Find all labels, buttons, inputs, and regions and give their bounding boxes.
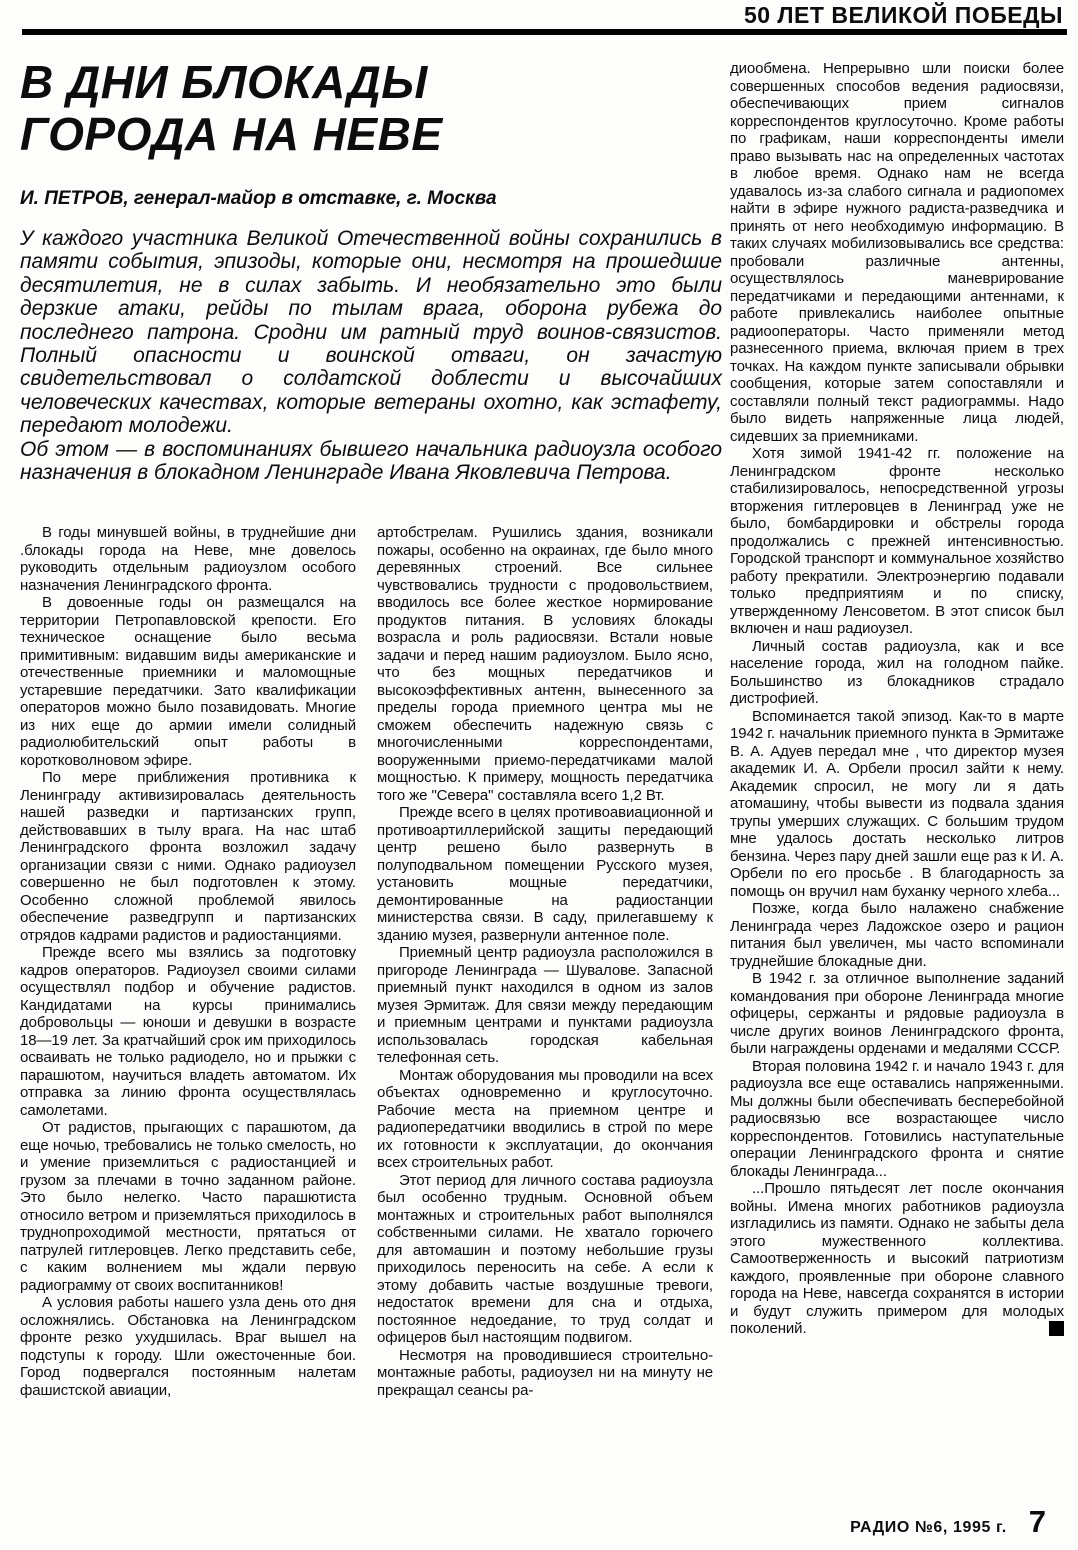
article-paragraph: ...Прошло пятьдесят лет после окончания войны. Имена многих работников радиоузла изгладились из памяти. Однако не забыты дела этого мужественного коллектива. Самоотверженность и высокий патриотизм каждого, проявленные при обороне славного города на Неве, навсегда сохранятся в истории и будут служить примером для молодых поколений.	[730, 1180, 1064, 1337]
page-footer	[850, 1504, 1046, 1540]
article-column	[377, 524, 713, 1492]
article-title-line-1: В ДНИ БЛОКАДЫ	[20, 56, 428, 108]
article-paragraph: Прежде всего в целях противоавиационной и противоартиллерийской защиты передающий центр решено было развернуть в полуподвальном помещении Русского музея, установить мощные передатчики, демонтированные на радиостанции министерства связи. В саду, прилегавшему к зданию музея, развернули антенное поле.	[377, 804, 713, 944]
article-paragraph: От радистов, прыгающих с парашютом, да еще ночью, требовались не только смелость, но и умение приземлиться с радиостанцией и грузом за плечами в точно заданном районе. Это было нелегко. Часто парашютиста относило ветром и приземляться приходилось в труднопроходимой местности, прятаться от патрулей гитлеровцев. Легко представить себе, с каким волнением мы ждали первую радиограмму от своих воспитанников!	[20, 1119, 356, 1294]
article-column	[730, 60, 1064, 1488]
article-paragraph: Вспоминается такой эпизод. Как-то в марте 1942 г. начальник приемного пункта в Эрмитаже В. А. Адуев передал мне , что директор музея академик И. А. Орбели просил зайти к нему. Академик спросил, не могу ли я дать атомашину, чтобы вывести из подвала здания трупы умерших служащих. С большим трудом мне удалось достать несколько литров бензина. Через пару дней зашли еще раз к И. А. Орбели по его просьбе . В благодарность за помощь он вручил нам буханку черного хлеба...	[730, 707, 1064, 900]
article-paragraph: диообмена. Непрерывно шли поиски более совершенных способов ведения радиосвязи, обеспечивающих прием сигналов корреспондентов круглосуточно. Кроме работы по графикам, наши корреспонденты имели право вызывать нас на определенных частотах в любое время. Однако нам не всегда удавалось из-за слабого сигнала и радиопомех найти в эфире нужного радиста-разведчика и принять от него необходимую информацию. В таких случаях мобилизовывались все средства: пробовали различные антенны, осуществлялось маневрирование передатчиками и передающими антеннами, к работе привлекались наиболее опытные радиооператоры. Часто применяли метод разнесенного приема, включая прием в трех точках. На каждом пункте записывали обрывки сообщения, которые затем сопоставляли и составляли полный текст радиограммы. Надо было видеть напряженные лица людей, сидевших за приемниками.	[730, 60, 1064, 445]
section-masthead: 50 ЛЕТ ВЕЛИКОЙ ПОБЕДЫ	[743, 2, 1063, 28]
article-paragraph: В годы минувшей войны, в труднейшие дни .блокады города на Неве, мне довелось руководить отдельным радиоузлом особого назначения Ленинградского фронта.	[20, 524, 356, 594]
article-paragraph: Хотя зимой 1941-42 гг. положение на Ленинградском фронте несколько стабилизировалось, непосредственной угрозы вторжения гитлеровцев в Ленинград уже не было, бомбардировки и обстрелы города продолжались с прежней интенсивностью. Городской транспорт и коммунальное хозяйство работу прекратили. Электроэнергию подавали только предприятиям и по списку, утвержденному Ленсоветом. В этот список был включен и наш радиоузел.	[730, 445, 1064, 637]
article-paragraph: В довоенные годы он размещался на территории Петропавловской крепости. Его техническое оснащение было весьма примитивным: видавшим виды американские и отечественные приемники и маломощные устаревшие передатчики. Зато квалификации операторов можно было позавидовать. Многие из них еще до армии имели солидный радиолюбительский опыт работы в коротковолновом эфире.	[20, 594, 356, 769]
article-paragraph: А условия работы нашего узла день ото дня осложнялись. Обстановка на Ленинградском фронте резко ухудшилась. Враг вышел на подступы к городу. Шли ожесточенные бои. Город подвергался постоянным налетам фашистской авиации,	[20, 1294, 356, 1399]
article-paragraph: Личный состав радиоузла, как и все население города, жил на голодном пайке. Большинство из блокадников страдало дистрофией.	[730, 637, 1064, 707]
article-paragraph: В 1942 г. за отличное выполнение заданий командования при обороне Ленинграда многие офицеры, сержанты и рядовые радиоузла в числе других воинов Ленинградского фронта, были награждены орденами и медалями СССР.	[730, 970, 1064, 1057]
article-paragraph: Позже, когда было налажено снабжение Ленинграда через Ладожское озеро и рацион питания был увеличен, мы часто вспоминали труднейшие блокадные дни.	[730, 900, 1064, 970]
article-paragraph: Монтаж оборудования мы проводили на всех объектах одновременно и круглосуточно. Рабочие места на приемном центре и радиопередатчики вводились в строй по мере их готовности к эксплуатации, до окончания всех строительных работ.	[377, 1066, 713, 1171]
journal-imprint: РАДИО №6, 1995 г.	[850, 1519, 1007, 1536]
article-paragraph: По мере приближения противника к Ленинграду активизировалась деятельность нашей разведки и партизанских групп, действовавших в тылу врага. На нас штаб Ленинградского фронта возложил задачу организации связи с ними. Однако радиоузел совершенно не был подготовлен к этому. Особенно сложной проблемой явилось обеспечение разведгрупп и партизанских отрядов кадрами радистов и радиостанциями.	[20, 769, 356, 944]
lead-paragraph: Об этом — в воспоминаниях бывшего начальника радиоузла особого назначения в блокадном Ленинграде Ивана Яковлевича Петрова.	[20, 437, 722, 485]
article-paragraph: Вторая половина 1942 г. и начало 1943 г. для радиоузла все еще оставались напряженными. Мы должны были обеспечивать бесперебойной радиосвязью все возрастающее число корреспондентов. Готовились наступательные операции Ленинградского фронта и снятие блокады Ленинграда...	[730, 1057, 1064, 1180]
article-paragraph: Этот период для личного состава радиоузла был особенно трудным. Основной объем монтажных и строительных работ выполнялся собственными силами. Не хватало горючего для автомашин и поэтому небольшие грузы приходилось переносить на себе. А если к этому добавить частые воздушные тревоги, недостаток времени для сна и отдыха, постоянное недоедание, то труд солдат и офицеров был настоящим подвигом.	[377, 1171, 713, 1346]
page-number: 7	[1028, 1504, 1046, 1539]
header-rule	[22, 29, 1067, 35]
end-of-article-mark	[1049, 1321, 1064, 1336]
article-paragraph: Приемный центр радиоузла расположился в пригороде Ленинграда — Шувалове. Запасной приемный пункт находился в одном из залов музея Эрмитаж. Для связи между передающим и приемным центрами и пунктами радиоузла использовалась городская кабельная телефонная сеть.	[377, 944, 713, 1066]
article-column	[20, 524, 356, 1492]
article-title-line-2: ГОРОДА НА НЕВЕ	[20, 108, 443, 160]
lead-paragraph: У каждого участника Великой Отечественной войны сохранились в памяти события, эпизоды, которые они, несмотря на прошедшие десятилетия, не в силах забыть. И необязательно это были дерзкие атаки, рейды по тылам врага, оборона рубежа до последнего патрона. Сродни им ратный труд воинов-связистов. Полный опасности и воинской отваги, он зачастую свидетельствовал о солдатской доблести и высочайших человеческих качествах, которые ветераны охотно, как эстафету, передают молодежи.	[20, 227, 722, 438]
article-byline: И. ПЕТРОВ, генерал-майор в отставке, г. Москва	[20, 188, 497, 209]
article-paragraph: Несмотря на проводившиеся строительно-монтажные работы, радиоузел ни на минуту не прекращал сеансы ра-	[377, 1346, 713, 1399]
article-paragraph: артобстрелам. Рушились здания, возникали пожары, особенно на окраинах, где было много деревянных строений. Все сильнее чувствовались трудности с продовольствием, вводилось все более жесткое нормирование продуктов питания. В условиях блокады возрасла и роль радиосвязи. Встали новые задачи и перед нашим радиоузлом. Было ясно, что без мощных передатчиков и высокоэффективных антенн, вынесенного за пределы города приемного центра мы не сможем обеспечить надежную связь с многочисленными корреспондентами, вооруженными приемо-передатчиками малой мощностью. К примеру, мощность передатчика того же "Севера" составляла всего 1,2 Вт.	[377, 524, 713, 804]
article-title	[20, 56, 443, 160]
article-lead	[20, 227, 722, 484]
article-paragraph: Прежде всего мы взялись за подготовку кадров операторов. Радиоузел своими силами осуществлял подбор и обучение радистов. Кандидатами на курсы принимались добровольцы — юноши и девушки в возрасте 18—19 лет. За кратчайший срок им приходилось осваивать не только радиодело, но и прыжки с парашютом, научиться владеть автоматом. Их отправка за линию фронта осуществлялась самолетами.	[20, 944, 356, 1119]
